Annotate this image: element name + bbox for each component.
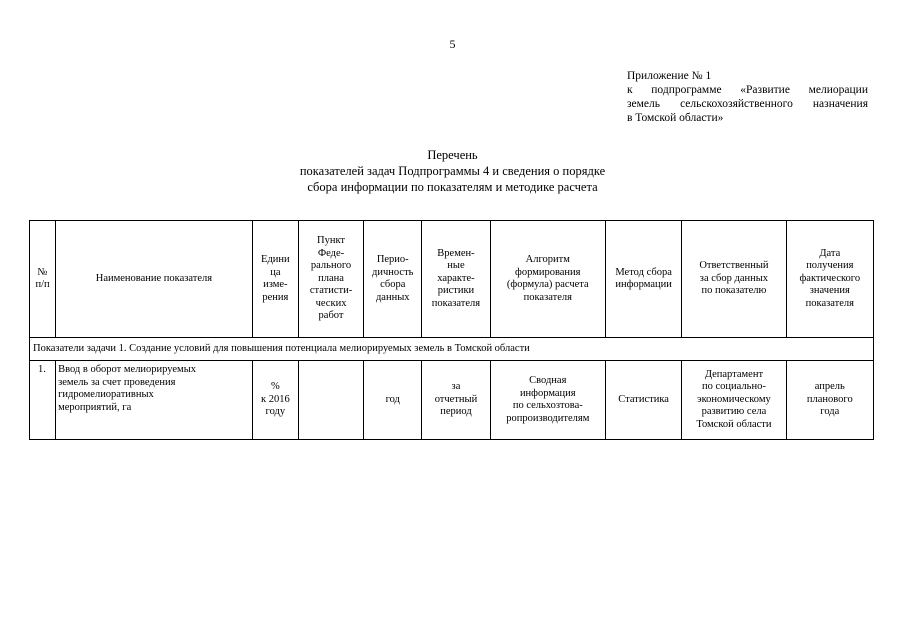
appendix-word: мелиорации [808, 84, 868, 96]
cell-text-line: к 2016 [260, 393, 290, 405]
cell-periodicity: год [364, 361, 422, 440]
page-number: 5 [449, 37, 456, 51]
header-text-line: информации [615, 279, 672, 290]
cell-text-line: Ввод в оборот мелиорируемых [58, 364, 196, 375]
cell-number: 1. [30, 361, 56, 440]
section-title: Показатели задачи 1. Создание условий для повышения потенциала мелиорируемых земель в Томской области [30, 338, 874, 361]
header-algorithm [490, 221, 605, 338]
cell-text-line: Сводная [529, 375, 567, 386]
header-text-line: Феде- [317, 247, 345, 259]
cell-text-line: развитию села [701, 406, 767, 418]
cell-time-characteristics [422, 361, 490, 440]
appendix-word: «Развитие [740, 84, 790, 96]
indicators-table [29, 220, 874, 440]
header-text-line: Наименование показателя [95, 272, 213, 284]
cell-method: Статистика [605, 361, 681, 440]
header-text-line: рального [310, 260, 352, 272]
cell-algorithm [490, 361, 605, 440]
cell-indicator-name [56, 361, 253, 440]
cell-text-line: планового [806, 393, 853, 405]
document-title [0, 147, 905, 195]
header-text-line: показателя [805, 297, 854, 309]
appendix-note [627, 69, 868, 125]
cell-text-line: Департамент [704, 368, 764, 380]
header-text-line: Метод сбора [615, 266, 672, 278]
section-row [30, 338, 874, 361]
cell-text-line: ропроизводителям [506, 412, 590, 424]
header-text-line: сбора [380, 279, 406, 290]
header-text-line: значения [809, 285, 850, 297]
appendix-line-2 [627, 83, 868, 97]
header-text-line: по показателю [701, 285, 767, 297]
header-text-line: дичность [372, 266, 414, 278]
header-text-line: Алгоритм [525, 254, 570, 265]
cell-text-line: мероприятий, га [58, 401, 132, 413]
header-text-line: показателя [523, 291, 572, 303]
cell-text-line: гидромелиоративных [58, 389, 154, 400]
cell-text-line: апрель [814, 381, 845, 393]
header-number [30, 221, 56, 338]
header-responsible [682, 221, 786, 338]
header-text-line: Дата [819, 247, 841, 259]
header-text-line: ца [270, 266, 281, 278]
header-text-line: (формула) расчета [506, 279, 589, 290]
appendix-line-1: Приложение № 1 [627, 70, 712, 82]
cell-text-line: Томской области [696, 418, 772, 430]
header-text-line: данных [375, 291, 410, 303]
header-text-line: показателя [431, 297, 481, 309]
cell-text-line: информация [519, 387, 576, 399]
cell-date [786, 361, 873, 440]
title-line-3: сбора информации по показателям и методике расчета [307, 180, 598, 194]
cell-responsible [682, 361, 786, 440]
header-text-line: Перио- [376, 254, 409, 265]
cell-text-line: году [265, 406, 286, 418]
header-text-line: за сбор данных [699, 272, 769, 284]
header-text-line: изме- [263, 279, 288, 290]
appendix-word: подпрограмме [651, 84, 722, 96]
header-text-line: Пункт [317, 235, 346, 247]
header-text-line: ристики [437, 285, 475, 297]
header-indicator-name [56, 221, 253, 338]
cell-text-line: экономическому [697, 393, 771, 405]
cell-text-line: отчетный [434, 393, 478, 405]
header-federal-plan-item [298, 221, 363, 338]
appendix-word: земель [627, 98, 661, 110]
appendix-word: к [627, 84, 633, 96]
cell-text-line: за [451, 381, 461, 393]
header-periodicity [364, 221, 422, 338]
header-text-line: № [37, 266, 48, 278]
header-time-characteristics [422, 221, 490, 338]
cell-unit [252, 361, 298, 440]
header-unit [252, 221, 298, 338]
header-collection-method [605, 221, 681, 338]
cell-text-line: период [440, 406, 472, 418]
header-text-line: ные [447, 260, 465, 272]
header-text-line: характе- [437, 272, 475, 284]
header-text-line: рения [262, 291, 289, 303]
title-line-2: показателей задач Подпрограммы 4 и сведения о порядке [299, 164, 606, 178]
header-text-line: получения [806, 260, 854, 272]
cell-text-line: года [820, 406, 840, 418]
table-row [30, 361, 874, 440]
header-text-line: статисти- [309, 285, 353, 297]
header-text-line: Времен- [437, 247, 475, 259]
cell-federal-plan-item [298, 361, 363, 440]
table-header-row [30, 221, 874, 338]
appendix-word: сельскохозяйственного [680, 98, 793, 110]
cell-text-line: земель за счет проведения [58, 376, 176, 388]
title-line-1: Перечень [427, 148, 478, 162]
appendix-word: назначения [812, 98, 868, 110]
header-text-line: плана [318, 272, 344, 284]
cell-text-line: по социально- [702, 381, 766, 393]
header-text-line: Ответственный [699, 260, 769, 272]
header-date-received [786, 221, 873, 338]
cell-text-line: по сельхозтова- [512, 400, 583, 411]
appendix-line-4: в Томской области» [627, 112, 724, 124]
header-text-line: работ [318, 310, 344, 322]
header-text-line: п/п [35, 279, 50, 290]
appendix-line-3 [627, 97, 868, 111]
cell-text-line: % [270, 381, 280, 393]
header-text-line: фактического [799, 272, 861, 284]
header-text-line: ческих [315, 297, 347, 309]
header-text-line: Едини [261, 254, 290, 265]
header-text-line: формирования [515, 266, 581, 278]
